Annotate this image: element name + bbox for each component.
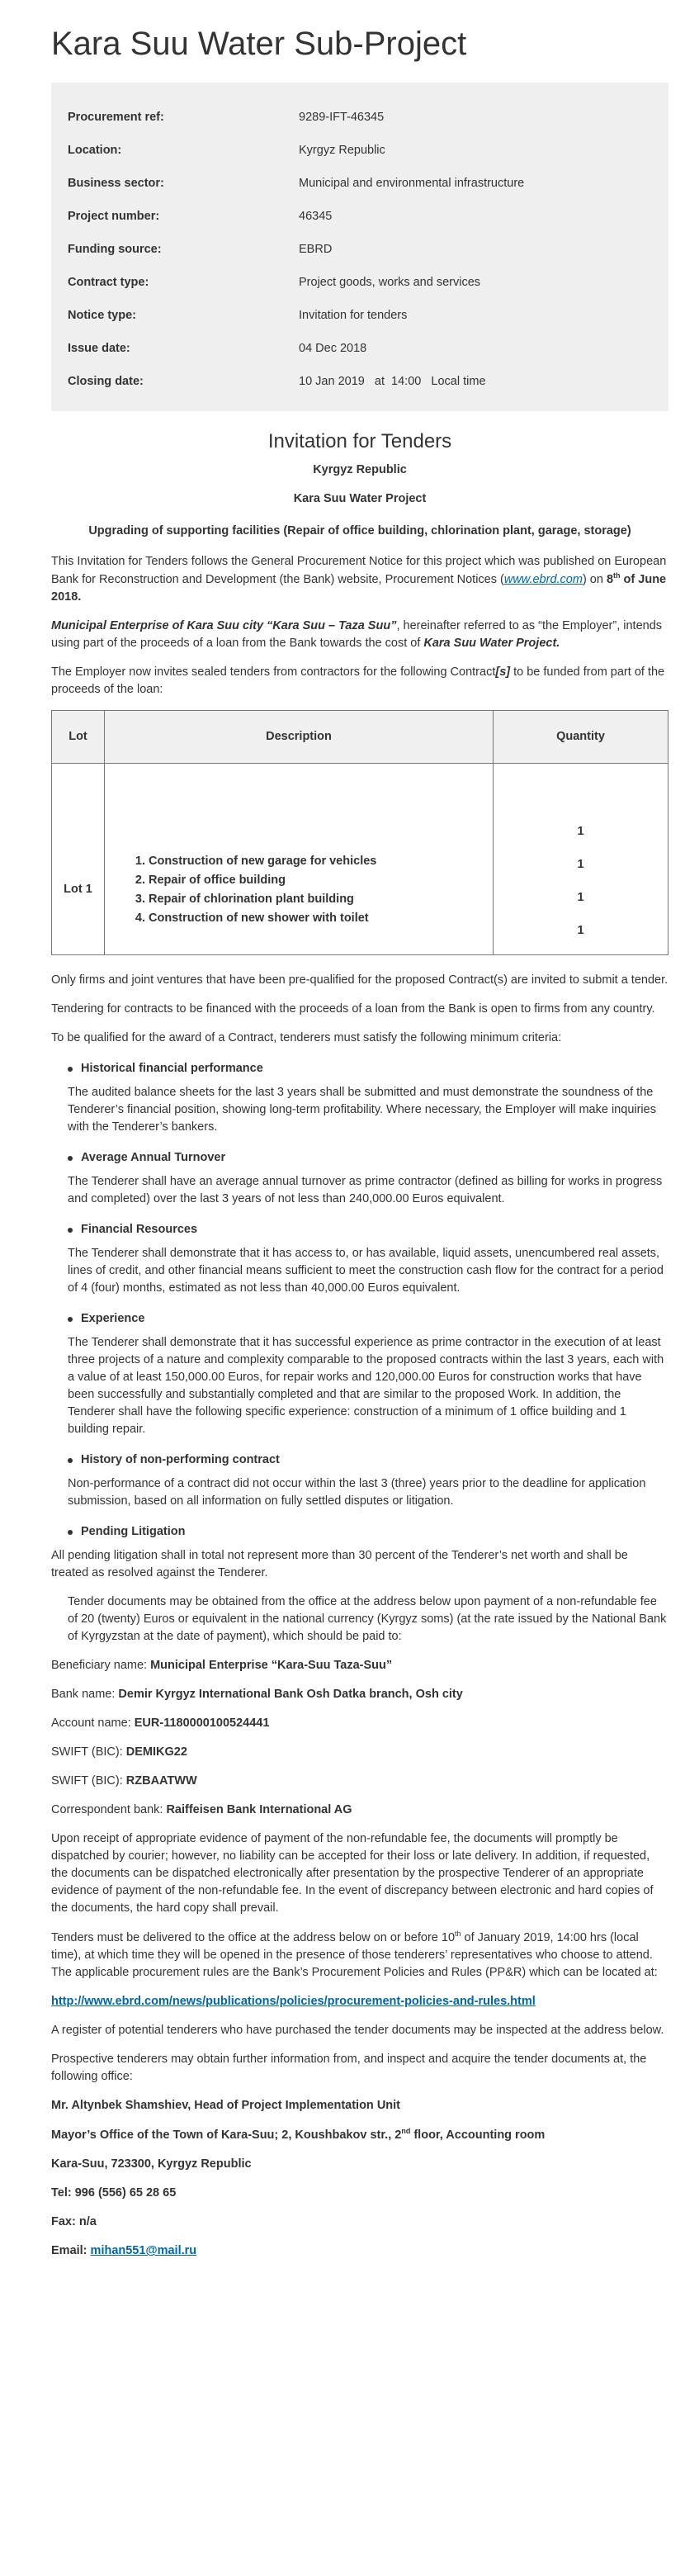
document-project: Kara Suu Water Project	[293, 491, 427, 505]
meta-label: Funding source:	[68, 243, 162, 256]
criterion-title: Average Annual Turnover	[68, 1149, 668, 1167]
criteria-intro: To be qualified for the award of a Contract, tenderers must satisfy the following minimum criteria:	[51, 1030, 562, 1044]
delivery-paragraph	[51, 1929, 668, 1964]
description-list	[106, 852, 492, 928]
contact-fax: Fax: n/a	[51, 2215, 97, 2229]
email-label: Email:	[51, 2244, 91, 2258]
meta-value: EBRD	[299, 243, 333, 256]
list-item	[51, 1523, 668, 1541]
criterion-body: Non-performance of a contract did not occur within the last 3 (three) years prior to the deadline for application submission, based on all information on fully settled disputes or litigation.	[68, 1477, 646, 1508]
office-text-b: floor, Accounting room	[410, 2129, 546, 2143]
employer-name: Municipal Enterprise of Kara Suu city “Kara Suu – Taza Suu”	[51, 618, 397, 632]
contact-office	[51, 2126, 668, 2144]
criteria-list	[51, 1060, 668, 1541]
criterion-body: The Tenderer shall have an average annual turnover as prime contractor (defined as billing for works in progress and completed) over the last 3 years of not less than 240,000.00 Euros equivalent.	[68, 1174, 663, 1205]
correspondent-value: Raiffeisen Bank International AG	[166, 1803, 352, 1817]
meta-value: Invitation for tenders	[299, 309, 408, 322]
swift-label: SWIFT (BIC):	[51, 1774, 126, 1788]
meta-value: Kyrgyz Republic	[299, 144, 385, 157]
quantity-value: 1	[577, 824, 584, 838]
rules-paragraph: The applicable procurement rules are the Bank’s Procurement Policies and Rules (PP&R) which can be located at:	[51, 1966, 658, 1980]
office-text-a: Mayor’s Office of the Town of Kara-Suu; 2, Koushbakov str., 2	[51, 2129, 402, 2143]
meta-value: Project goods, works and services	[299, 276, 481, 289]
list-item	[51, 1060, 668, 1136]
employer-project: Kara Suu Water Project.	[423, 636, 560, 650]
contact-email	[51, 2242, 668, 2260]
swift-value: DEMIKG22	[125, 1745, 187, 1759]
beneficiary-value: Municipal Enterprise “Kara-Suu Taza-Suu”	[150, 1659, 393, 1673]
page-title: Kara Suu Water Sub-Project	[51, 26, 467, 62]
rules-link-line	[51, 1993, 668, 2010]
criterion-body: The Tenderer shall demonstrate that it has successful experience as prime contractor in the execution of at least three projects of a nature and complexity comparable to the proposed contracts within the last 3 years, each with a value of at least 150,000.00 Euros, for repair works and 120,000.00 Euros for construction works that have been successfully and substantially completed and that are similar to the proposed Work. In addition, the Tenderer shall have the following specific experience: construction of a minimum of 1 office building and 1 building repair.	[68, 1336, 664, 1437]
list-item: 2. Repair of office building	[149, 871, 492, 890]
swift-line-2	[51, 1773, 668, 1790]
header-quantity: Quantity	[494, 710, 668, 763]
list-item: 3. Repair of chlorination plant building	[149, 890, 492, 909]
meta-label: Notice type:	[68, 309, 136, 322]
intro-date-rest: of June 2018.	[51, 572, 667, 604]
meta-row-location	[68, 134, 652, 167]
meta-value: 46345	[299, 210, 333, 223]
further-paragraph: Prospective tenderers may obtain further information from, and inspect and acquire the tender documents at, the following office:	[51, 2053, 647, 2084]
email-link[interactable]: mihan551@mail.ru	[90, 2244, 197, 2258]
meta-label: Issue date:	[68, 342, 130, 355]
meta-row-project-number	[68, 200, 652, 233]
criterion-title: Historical financial performance	[68, 1060, 668, 1077]
account-line	[51, 1715, 668, 1732]
document-subtitle: Upgrading of supporting facilities (Repair of office building, chlorination plant, garage, storage)	[88, 523, 631, 537]
table-row	[52, 763, 668, 954]
meta-label: Closing date:	[68, 375, 144, 388]
quantity-value: 1	[577, 890, 584, 904]
criterion-title: Pending Litigation	[68, 1523, 668, 1541]
meta-label: Procurement ref:	[68, 111, 164, 124]
account-value: EUR-1180000100524441	[134, 1717, 270, 1731]
criterion-body: The audited balance sheets for the last 3 years shall be submitted and must demonstrate the soundness of the Tenderer’s financial position, showing long-term profitability. Where necessary, the Employer will make inquiries with the Tenderer’s bankers.	[68, 1085, 656, 1134]
employer-text: , hereinafter referred to as “the Employer”, intends using part of the proceeds of a loan from the Bank towards the cost of	[51, 618, 663, 650]
meta-row-procurement-ref	[68, 101, 652, 134]
document-country: Kyrgyz Republic	[313, 462, 407, 476]
document-heading: Invitation for Tenders	[267, 430, 452, 452]
contact-name: Mr. Altynbek Shamshiev, Head of Project Implementation Unit	[51, 2099, 400, 2113]
swift-line-1	[51, 1744, 668, 1761]
delivery-text-a: Tenders must be delivered to the office at the address below on or before 10	[51, 1931, 456, 1945]
receipt-paragraph: Upon receipt of appropriate evidence of payment of the non-refundable fee, the documents will promptly be dispatched by courier; however, no liability can be accepted for their loss or late delivery. In addition, if requested, the documents can be dispatched electronically after presentation by the prospective Tenderer of an appropriate evidence of payment of the non-refundable fee. In the event of discrepancy between electronic and hard copies of the documents, the hard copy shall prevail.	[51, 1832, 654, 1915]
swift-label: SWIFT (BIC):	[51, 1745, 126, 1759]
invite-s: [s]	[495, 665, 511, 679]
bank-line	[51, 1686, 668, 1703]
criterion-body: The Tenderer shall demonstrate that it has access to, or has available, liquid assets, unencumbered real assets, lines of credit, and other financial means sufficient to meet the construction cash flow for the contract for a period of 4 (four) months, estimated as not less than 40,000.00 Euros equivalent.	[68, 1246, 664, 1295]
swift-value: RZBAATWW	[125, 1774, 197, 1788]
invite-text-b: to be funded from part of the proceeds of the loan:	[51, 665, 665, 696]
intro-text-b: ) on	[582, 572, 607, 586]
meta-row-funding-source	[68, 233, 652, 266]
criterion-title: History of non-performing contract	[68, 1451, 668, 1469]
meta-label: Location:	[68, 144, 122, 157]
procurement-rules-link[interactable]: http://www.ebrd.com/news/publications/policies/procurement-policies-and-rules.html	[51, 1995, 536, 2009]
prequal-paragraph: Only firms and joint ventures that have been pre-qualified for the proposed Contract(s) are invited to submit a tender.	[51, 973, 668, 987]
list-item	[51, 1310, 668, 1438]
criterion-title: Experience	[68, 1310, 668, 1328]
criterion-title: Financial Resources	[68, 1221, 668, 1238]
meta-label: Project number:	[68, 210, 160, 223]
contact-tel: Tel: 996 (556) 65 28 65	[51, 2186, 177, 2200]
invite-text-a: The Employer now invites sealed tenders from contractors for the following Contract	[51, 665, 496, 679]
meta-label: Contract type:	[68, 276, 149, 289]
meta-label: Business sector:	[68, 177, 164, 190]
meta-value: 04 Dec 2018	[299, 342, 367, 355]
meta-row-issue-date	[68, 332, 652, 365]
delivery-sup: th	[455, 1930, 461, 1939]
ebrd-link[interactable]: www.ebrd.com	[503, 572, 583, 586]
invite-paragraph	[51, 664, 668, 698]
table-header-row	[52, 710, 668, 763]
employer-paragraph	[51, 618, 668, 652]
intro-date-day: 8	[606, 572, 614, 586]
meta-value: Municipal and environmental infrastructure	[299, 177, 525, 190]
notice-metadata-panel	[51, 83, 668, 411]
meta-row-notice-type	[68, 299, 652, 332]
beneficiary-line	[51, 1657, 668, 1674]
bank-value: Demir Kyrgyz International Bank Osh Datka branch, Osh city	[118, 1688, 463, 1702]
open-paragraph: Tendering for contracts to be financed with the proceeds of a loan from the Bank is open to firms from any country.	[51, 1002, 655, 1016]
header-description: Description	[105, 710, 494, 763]
meta-row-business-sector	[68, 167, 652, 200]
quantity-cell	[494, 763, 668, 954]
litigation-paragraph: All pending litigation shall in total not represent more than 30 percent of the Tenderer’s net worth and shall be treated as resolved against the Tenderer.	[51, 1549, 628, 1580]
office-sup: nd	[401, 2127, 411, 2136]
meta-row-closing-date	[68, 365, 652, 398]
list-item	[51, 1149, 668, 1208]
list-item	[51, 1451, 668, 1510]
meta-value: 10 Jan 2019 at 14:00 Local time	[299, 375, 486, 388]
list-item	[51, 1221, 668, 1297]
delivery-text-b: of January 2019, 14:00 hrs (local time), at which time they will be opened in the presence of those tenderers’ representatives who choose to attend.	[51, 1931, 653, 1963]
contact-city: Kara-Suu, 723300, Kyrgyz Republic	[51, 2157, 252, 2171]
header-lot: Lot	[52, 710, 105, 763]
description-cell	[105, 763, 494, 954]
correspondent-line	[51, 1802, 668, 1819]
lots-table	[51, 710, 668, 955]
quantity-value: 1	[577, 857, 584, 871]
bank-label: Bank name:	[51, 1688, 119, 1702]
intro-text-a: This Invitation for Tenders follows the General Procurement Notice for this project which was published on European Bank for Reconstruction and Development (the Bank) website, Procurement Notices (	[51, 554, 667, 586]
quantity-value: 1	[577, 923, 584, 937]
documents-paragraph: Tender documents may be obtained from the office at the address below upon payment of a non-refundable fee of 20 (twenty) Euros or equivalent in the national currency (Kyrgyz soms) (at the rate issued by the National Bank of Kyrgyzstan at the date of payment), which should be paid to:	[68, 1595, 667, 1644]
register-paragraph: A register of potential tenderers who have purchased the tender documents may be inspected at the address below.	[51, 2024, 664, 2038]
list-item: 1. Construction of new garage for vehicles	[149, 852, 492, 871]
intro-paragraph	[51, 553, 668, 606]
meta-value: 9289-IFT-46345	[299, 111, 385, 124]
correspondent-label: Correspondent bank:	[51, 1803, 167, 1817]
intro-date-sup: th	[613, 571, 621, 580]
list-item: 4. Construction of new shower with toilet	[149, 909, 492, 928]
beneficiary-label: Beneficiary name:	[51, 1659, 151, 1673]
account-label: Account name:	[51, 1717, 135, 1731]
meta-row-contract-type	[68, 266, 652, 299]
lot-cell: Lot 1	[52, 763, 105, 954]
